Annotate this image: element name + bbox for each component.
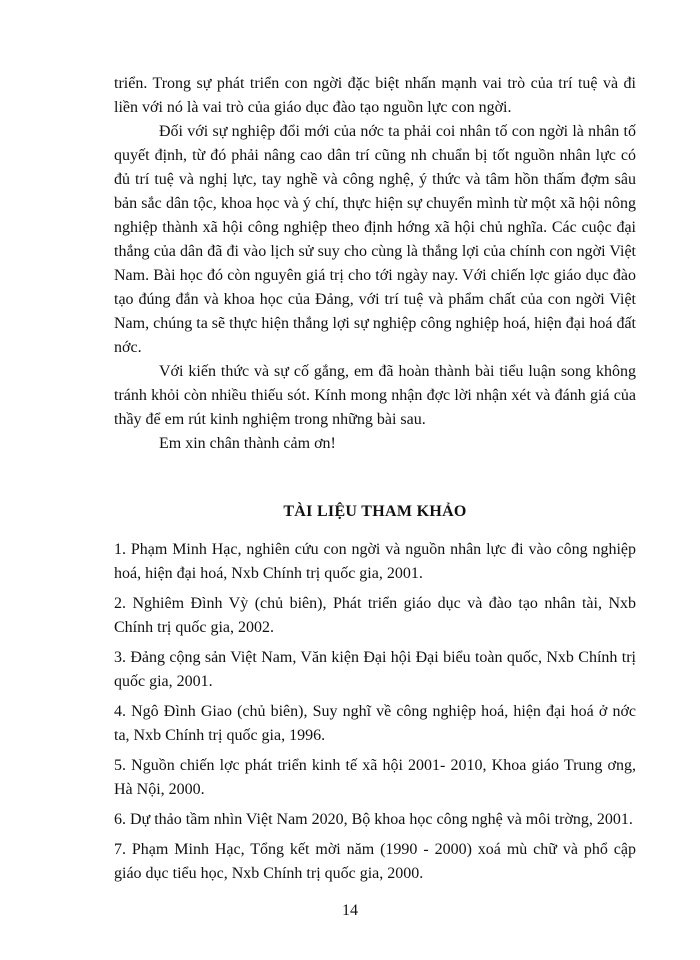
references-heading: TÀI LIỆU THAM KHẢO bbox=[283, 503, 467, 520]
reference-item: 6. Dự thảo tầm nhìn Việt Nam 2020, Bộ khoa học công nghệ và môi trờng, 2001. bbox=[114, 811, 633, 828]
closing-thanks: Em xin chân thành cảm ơn! bbox=[159, 435, 336, 452]
paragraph-human-factor: Đối với sự nghiệp đổi mới của nớc ta phải coi nhân tố con ngời là nhân tố quyết định, từ đó phải nâng cao dân trí cũng nh chuẩn bị tốt nguồn nhân lực có đủ trí tuệ và nghị lực, tay nghề và công nghệ, ý thức và tâm hồn thấm đợm sâu bản sắc dân tộc, khoa học và ý chí, thực hiện sự chuyển mình từ một xã hội nông nghiệp thành xã hội công nghiệp theo định hớng xã hội chủ nghĩa. Các cuộc đại thắng của dân đã đi vào lịch sử suy cho cùng là thắng lợi của chính con ngời Việt Nam. Bài học đó còn nguyên giá trị cho tới ngày nay. Với chiến lợc giáo dục đào tạo đúng đắn và khoa học của Đảng, với trí tuệ và phẩm chất của con ngời Việt Nam, chúng ta sẽ thực hiện thắng lợi sự nghiệp công nghiệp hoá, hiện đại hoá đất nớc. bbox=[114, 123, 636, 356]
paragraph-conclusion: Với kiến thức và sự cố gắng, em đã hoàn thành bài tiểu luận song không tránh khỏi còn nhiều thiếu sót. Kính mong nhận đợc lời nhận xét và đánh giá của thầy để em rút kinh nghiệm trong những bài sau. bbox=[114, 363, 636, 428]
reference-item: 4. Ngô Đình Giao (chủ biên), Suy nghĩ về công nghiệp hoá, hiện đại hoá ở nớc ta, Nxb Chính trị quốc gia, 1996. bbox=[114, 703, 636, 744]
page-number: 14 bbox=[342, 902, 358, 919]
document-page bbox=[114, 72, 636, 892]
reference-item: 5. Nguồn chiến lợc phát triển kinh tế xã hội 2001- 2010, Khoa giáo Trung ơng, Hà Nội, 2000. bbox=[114, 757, 636, 798]
reference-item: 2. Nghiêm Đình Vỳ (chủ biên), Phát triển giáo dục và đào tạo nhân tài, Nxb Chính trị quốc gia, 2002. bbox=[114, 595, 636, 636]
reference-item: 7. Phạm Minh Hạc, Tổng kết mời năm (1990 - 2000) xoá mù chữ và phổ cập giáo dục tiểu học, Nxb Chính trị quốc gia, 2000. bbox=[114, 841, 636, 882]
references-list bbox=[114, 538, 636, 886]
reference-item: 3. Đảng cộng sản Việt Nam, Văn kiện Đại hội Đại biểu toàn quốc, Nxb Chính trị quốc gia, 2001. bbox=[114, 649, 636, 690]
reference-item: 1. Phạm Minh Hạc, nghiên cứu con ngời và nguồn nhân lực đi vào công nghiệp hoá, hiện đại hoá, Nxb Chính trị quốc gia, 2001. bbox=[114, 541, 636, 582]
paragraph-continuation: triển. Trong sự phát triển con ngời đặc biệt nhấn mạnh vai trò của trí tuệ và đi liền với nó là vai trò của giáo dục đào tạo nguồn lực con ngời. bbox=[114, 75, 636, 116]
